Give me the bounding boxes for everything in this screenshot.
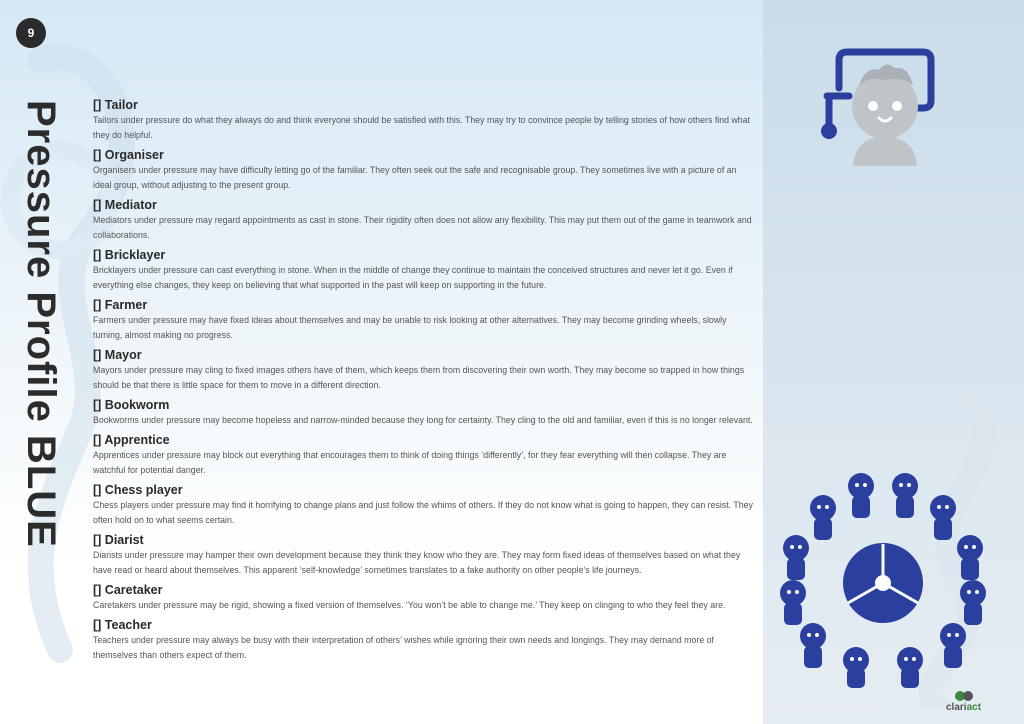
profile-title: [] Mayor	[93, 348, 142, 362]
profile-item-farmer	[93, 298, 755, 343]
profile-description: Teachers under pressure may always be busy with their interpretation of others’ wishes while ignoring their own needs and longings. They may demand more of themselves than others expect of them.	[93, 635, 714, 660]
profile-item-organiser	[93, 148, 755, 193]
profile-description: Tailors under pressure do what they always do and think everyone should be satisfied with this. They may try to convince people by telling stories of how others find what they do helpful.	[93, 115, 751, 140]
profile-description: Caretakers under pressure may be rigid, showing a fixed version of themselves. ‘You won’t be able to change me.’ They keep on clinging to who they feel they are.	[93, 600, 726, 610]
logo-wordmark	[946, 702, 981, 713]
profile-description: Organisers under pressure may have difficulty letting go of the familiar. They often seek out the safe and recognisable group. They sometimes live with a picture of an ideal group, without adjusting to the present group.	[93, 165, 737, 190]
profile-list	[93, 98, 755, 668]
clariact-logo	[946, 690, 981, 713]
profile-title: [] Organiser	[93, 148, 164, 162]
bricklayer-figure-icon	[815, 46, 945, 171]
page-title: Pressure Profile BLUE	[19, 100, 63, 548]
profile-description: Bookworms under pressure may become hopeless and narrow-minded because they long for certainty. They cling to the old and familiar, even if this is no longer relevant.	[93, 415, 753, 425]
profile-item-mediator	[93, 198, 755, 243]
profile-item-chess-player	[93, 483, 755, 528]
profile-title: [] Mediator	[93, 198, 157, 212]
profile-title: [] Bookworm	[93, 398, 170, 412]
profile-item-mayor	[93, 348, 755, 393]
profile-description: Apprentices under pressure may block out everything that encourages them to think of doing things ‘differently’, for they fear everything will then collapse. They are watchful for potential danger.	[93, 450, 727, 475]
profile-description: Bricklayers under pressure can cast everything in stone. When in the middle of change they continue to maintain the conceived structures and never let it go. Even if everything else changes, they keep on believing that what supported in the past will keep on supporting in the future.	[93, 265, 733, 290]
profile-title: [] Bricklayer	[93, 248, 166, 262]
profile-title: [] Caretaker	[93, 583, 163, 597]
profile-title: [] Diarist	[93, 533, 144, 547]
profile-wheel-icon	[768, 468, 998, 693]
profile-description: Diarists under pressure may hamper their own development because they think they know who they are. They may form fixed ideas of themselves based on what they have read or heard about themselves. This apparent ‘self-knowledge’ sometimes translates to a fake authority on other people’s life journeys.	[93, 550, 741, 575]
logo-mark-icon	[955, 690, 973, 702]
profile-description: Farmers under pressure may have fixed ideas about themselves and may be unable to risk looking at other alternatives. They may become grinding wheels, slowly turning, almost making no progress.	[93, 315, 727, 340]
profile-title: [] Teacher	[93, 618, 152, 632]
profile-description: Chess players under pressure may find it horrifying to change plans and just follow the whims of others. If they do not know what is going to happen, they can resist. They often hold on to what seems certain.	[93, 500, 753, 525]
profile-title: [] Apprentice	[93, 433, 170, 447]
profile-title: [] Chess player	[93, 483, 183, 497]
profile-item-bookworm	[93, 398, 755, 428]
profile-item-teacher	[93, 618, 755, 663]
page-number-badge: 9	[16, 18, 46, 48]
profile-title: [] Tailor	[93, 98, 138, 112]
logo-part-act: act	[966, 702, 982, 713]
profile-description: Mediators under pressure may regard appointments as cast in stone. Their rigidity often does not allow any flexibility. This may put them out of the game in teamwork and collaborations.	[93, 215, 752, 240]
profile-item-diarist	[93, 533, 755, 578]
profile-item-bricklayer	[93, 248, 755, 293]
logo-part-clari: clari	[946, 702, 967, 713]
profile-item-apprentice	[93, 433, 755, 478]
profile-item-caretaker	[93, 583, 755, 613]
profile-title: [] Farmer	[93, 298, 148, 312]
profile-description: Mayors under pressure may cling to fixed images others have of them, which keeps them from discovering their own worth. They may become so trapped in how things should be that there is little space for them to move in a different direction.	[93, 365, 745, 390]
profile-item-tailor	[93, 98, 755, 143]
